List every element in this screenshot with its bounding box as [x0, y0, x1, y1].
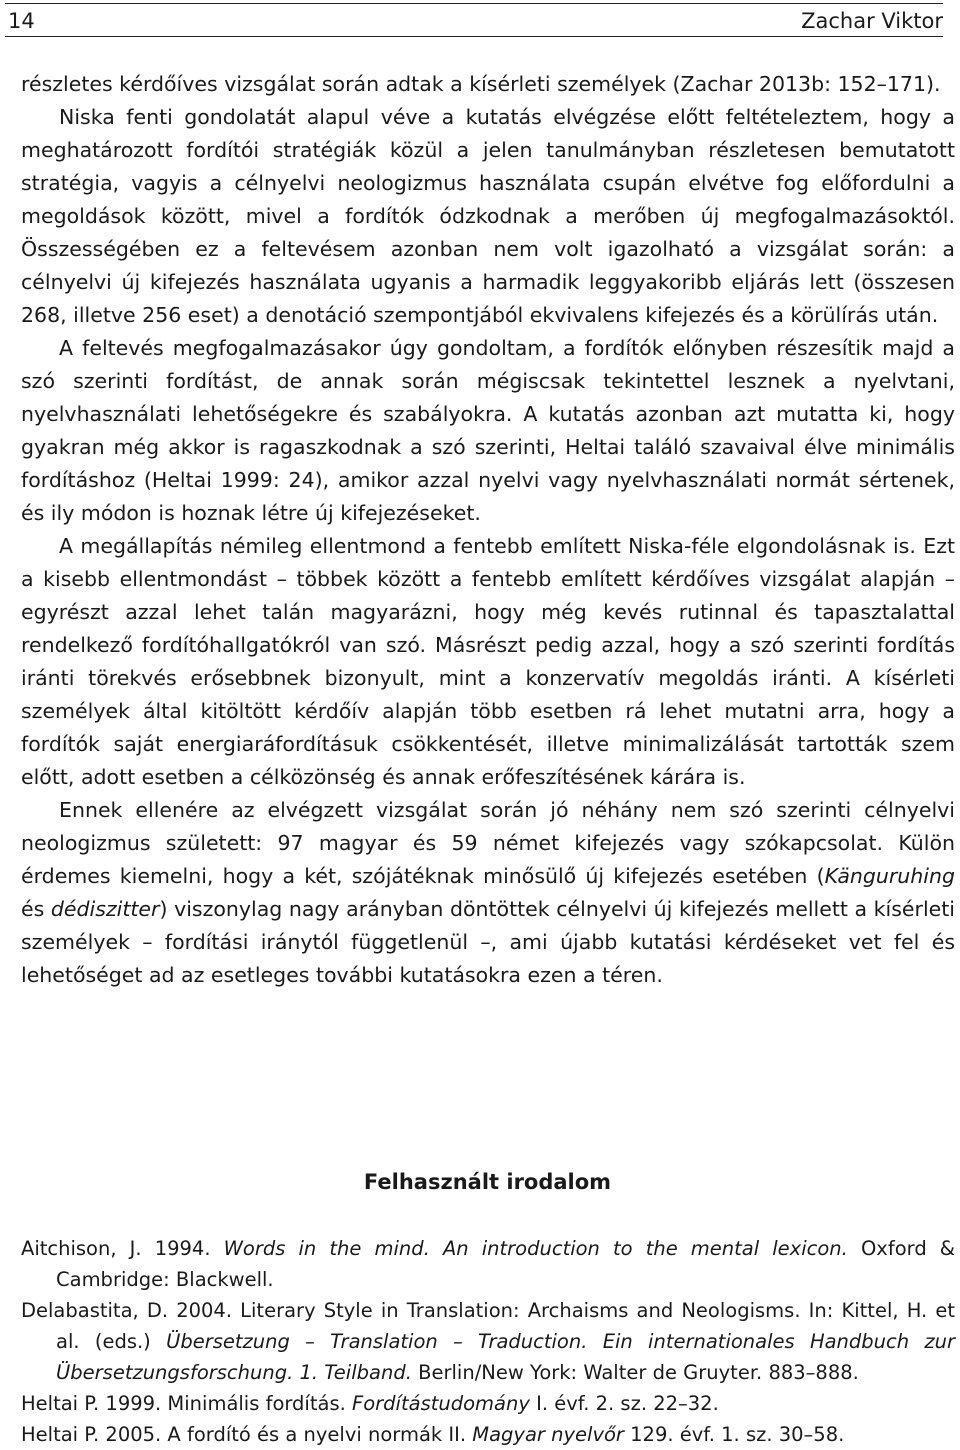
text-run: Heltai P. 2005. A fordító és a nyelvi normák II. — [21, 1423, 473, 1446]
body-text — [21, 68, 955, 992]
italic-text: Magyar nyelvőr — [472, 1423, 624, 1446]
text-run: és — [21, 897, 51, 921]
text-run: Oxford & Cambridge: Blackwell. — [56, 1237, 956, 1291]
text-run: A megállapítás némileg ellentmond a fentebb említett Niska-féle elgondolásnak is. Ezt a kisebb ellentmondást – többek között a fentebb említett kérdőíves vizsgálat alapján – egyrészt azzal lehet talán magyarázni, hogy még kevés rutinnal és tapasztalattal rendelkező fordítóhallgatókról van szó. Másrészt pedig azzal, hogy a szó szerinti fordítás iránti törekvés erősebbnek bizonyult, mint a konzervatív megoldás iránti. A kísérleti személyek által kitöltött kérdőív alapján több esetben rá lehet mutatni arra, hogy a fordítók saját energiaráfordításuk csökkentését, illetve minimalizálását tartották szem előtt, adott esetben a célközönség és annak erőfeszítésének kárára is. — [21, 534, 955, 789]
bibliography-heading: Felhasznált irodalom — [363, 1170, 612, 1194]
paragraph — [21, 101, 955, 332]
text-run: Heltai P. 1999. Minimális fordítás. — [21, 1392, 353, 1415]
italic-text: Känguruhing — [824, 864, 955, 888]
bibliography-entry — [21, 1295, 955, 1388]
paragraph — [21, 332, 955, 530]
italic-text: Übersetzung – Translation – Traduction. Ein internationales Handbuch zur Übersetzungsforschung. 1. Teilband. — [56, 1330, 955, 1384]
running-header — [5, 3, 943, 37]
italic-text: Words in the mind. An introduction to the mental lexicon. — [223, 1237, 848, 1260]
text-run: I. évf. 2. sz. 22–32. — [529, 1392, 719, 1415]
bibliography-entry — [21, 1388, 955, 1419]
text-run: Ennek ellenére az elvégzett vizsgálat során jó néhány nem szó szerinti célnyelvi neologizmus született: 97 magyar és 59 német kifejezés vagy szókapcsolat. Külön érdemes kiemelni, hogy a két, szójátéknak minősülő új kifejezés esetében ( — [21, 798, 955, 888]
text-run: Berlin/New York: Walter de Gruyter. 883–888. — [411, 1361, 859, 1384]
text-run: Delabastita, D. 2004. Literary Style in Translation: Archaisms and Neologisms. In: Kittel, H. et al. (eds.) — [21, 1299, 955, 1353]
italic-text: dédiszitter — [50, 897, 160, 921]
text-run: 129. évf. 1. sz. 30–58. — [623, 1423, 845, 1446]
page-number: 14 — [8, 9, 35, 33]
paragraph — [21, 530, 955, 794]
text-run: ) viszonylag nagy arányban döntöttek célnyelvi új kifejezés mellett a kísérleti személyek – fordítási iránytól függetlenül –, ami újabb kutatási kérdéseket vet fel és lehetőséget ad az esetleges további kutatásokra ezen a téren. — [21, 897, 956, 987]
text-run: Niska fenti gondolatát alapul véve a kutatás elvégzése előtt feltételeztem, hogy a meghatározott fordítói stratégiák közül a jelen tanulmányban részletesen bemutatott stratégia, vagyis a célnyelvi neologizmus használata csupán elvétve fog előfordulni a megoldások között, mivel a fordítók ódzkodnak a merőben új megfogalmazásoktól. Összességében ez a feltevésem azonban nem volt igazolható a vizsgálat során: a célnyelvi új kifejezés használata ugyanis a harmadik leggyakoribb eljárás lett (összesen 268, illetve 256 eset) a denotáció szempontjából ekvivalens kifejezés és a körülírás után. — [21, 105, 955, 327]
bibliography-entry — [21, 1419, 955, 1450]
bibliography-entry — [21, 1233, 955, 1295]
text-run: Aitchison, J. 1994. — [21, 1237, 224, 1260]
bibliography-list — [21, 1233, 955, 1450]
text-run: A feltevés megfogalmazásakor úgy gondoltam, a fordítók előnyben részesítik majd a szó szerinti fordítást, de annak során mégiscsak tekintettel lesznek a nyelvtani, nyelvhasználati lehetőségekre és szabályokra. A kutatás azonban azt mutatta ki, hogy gyakran még akkor is ragaszkodnak a szó szerinti, Heltai találó szavaival élve minimális fordításhoz (Heltai 1999: 24), amikor azzal nyelvi vagy nyelvhasználati normát sértenek, és ily módon is hoznak létre új kifejezéseket. — [21, 336, 955, 525]
paragraph — [21, 68, 955, 101]
paragraph — [21, 794, 955, 992]
italic-text: Fordítástudomány — [352, 1392, 530, 1415]
text-run: részletes kérdőíves vizsgálat során adtak a kísérleti személyek (Zachar 2013b: 152–171). — [21, 72, 941, 96]
running-header-author: Zachar Viktor — [801, 9, 943, 33]
